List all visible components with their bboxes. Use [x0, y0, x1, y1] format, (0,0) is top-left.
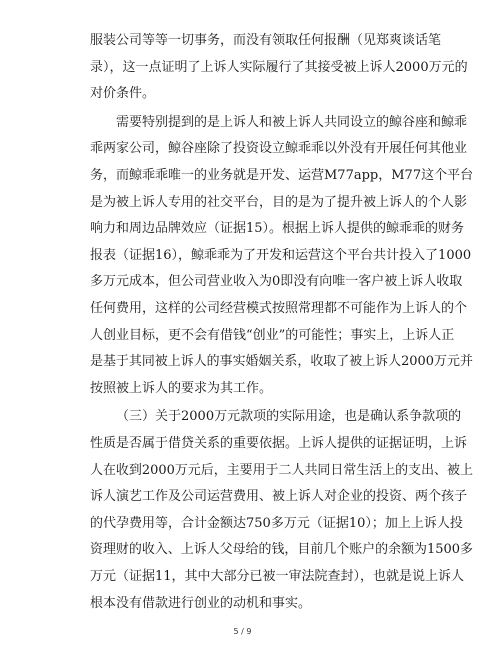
- text-line: 的代孕费用等，合计金额达750多万元（证据10）；加上上诉人投: [90, 516, 463, 531]
- text-line: 是为被上诉人专用的社交平台，目的是为了提升被上诉人的个人影: [90, 195, 468, 210]
- page-number: 5 / 9: [233, 627, 252, 636]
- text-line: （三）关于2000万元款项的实际用途，也是确认系争款项的: [116, 409, 462, 424]
- text-line: 对价条件。: [90, 86, 156, 101]
- text-line: 乖两家公司，鲸谷座除了投资设立鲸乖乖以外没有开展任何其他业: [90, 141, 468, 156]
- text-line: 服装公司等等一切事务，而没有领取任何报酬（见郑爽谈话笔: [90, 33, 442, 48]
- text-line: 根本没有借款进行创业的动机和事实。: [90, 596, 312, 611]
- text-line: 录），这一点证明了上诉人实际履行了其接受被上诉人2000万元的: [90, 60, 468, 75]
- text-line: 任何费用，这样的公司经营模式按照常理都不可能作为上诉人的个: [90, 301, 468, 316]
- text-line: 务，而鲸乖乖唯一的业务就是开发、运营M77app，M77这个平台: [90, 168, 474, 183]
- text-line: 响力和周边品牌效应（证据15）。根据上诉人提供的鲸乖乖的财务: [90, 221, 465, 236]
- text-line: 万元（证据11，其中大部分已被一审法院查封），也就是说上诉人: [90, 569, 465, 584]
- text-line: 多万元成本，但公司营业收入为0即没有向唯一客户被上诉人收取: [90, 274, 463, 289]
- text-line: 是基于其同被上诉人的事实婚姻关系，收取了被上诉人2000万元并: [90, 354, 473, 369]
- text-line: 报表（证据16），鲸乖乖为了开发和运营这个平台共计投入了1000: [90, 248, 472, 263]
- text-line: 需要特别提到的是上诉人和被上诉人共同设立的鲸谷座和鲸乖: [116, 115, 468, 130]
- text-line: 人在收到2000万元后，主要用于二人共同日常生活上的支出、被上: [90, 463, 473, 478]
- text-line: 诉人演艺工作及公司运营费用、被上诉人对企业的投资、两个孩子: [90, 489, 468, 504]
- text-line: 资理财的收入、上诉人父母给的钱，目前几个账户的余额为1500多: [90, 542, 473, 557]
- text-line: 性质是否属于借贷关系的重要依据。上诉人提供的证据证明，上诉: [90, 436, 468, 451]
- text-line: 按照被上诉人的要求为其工作。: [90, 381, 273, 396]
- text-line: 人创业目标，更不会有借钱“创业”的可能性；事实上，上诉人正: [90, 328, 455, 343]
